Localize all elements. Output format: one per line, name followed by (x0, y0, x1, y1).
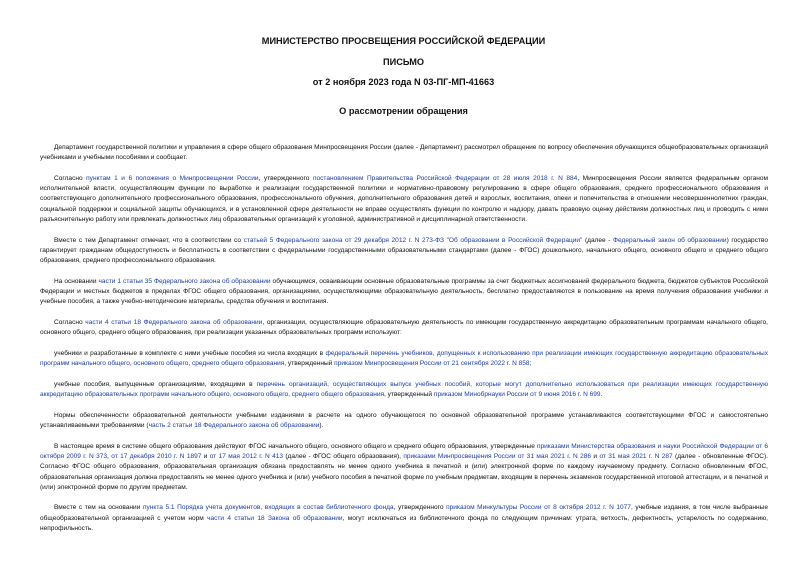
paragraph-text: (далее - (582, 236, 614, 244)
paragraph (40, 236, 768, 267)
paragraph (40, 143, 768, 164)
document-type: ПИСЬМО (382, 57, 425, 67)
paragraph-text: ) государство гарантирует гражданам общедоступность и бесплатность в соответствии с федеральными государственными образовательными стандартами (далее - ФГОС) дошкольного, начального общего, основного общего и среднего общего образования, среднего профессионального образования. (40, 236, 768, 265)
paragraph (40, 349, 768, 370)
paragraph-text: , утвержденный (284, 360, 335, 368)
paragraph-text: , учебные издания, в том числе выбранные общеобразовательной организацией с учетом норм (40, 504, 768, 522)
paragraph-text: . (600, 391, 603, 399)
paragraph (40, 318, 768, 339)
paragraph-text: , утвержденного (258, 174, 313, 182)
paragraph-text: (далее - обновленные ФГОС). Согласно ФГОС общего образования, образовательная организация обязана предоставлять не менее одного учебника в печатной и (или) электронной форме по каждому изучаемому предмету. Согласно обновленным ФГОС, образовательная организация должна предоставлять не менее одного учебника и (или) учебного пособия в печатной форме по учебным предметам, входящим в перечень экзаменов государственной итоговой аттестации, и в печатной и (или) электронной форме по другим предметам. (40, 452, 769, 491)
paragraph-text: Департамент государственной политики и управления в сфере общего образования Минпросвещения России (далее - Департамент) рассмотрел обращение по вопросу обеспечения обучающихся общеобразовательных организаций учебниками и учебными пособиями и сообщает. (40, 144, 768, 162)
paragraph-text: (далее - ФГОС общего образования), (283, 452, 404, 460)
paragraph-text: , организации, осуществляющие образовательную деятельность по имеющим государственную аккредитацию образовательным программам начального общего, основного общего, среднего общего образования, при реализации указанных образовательных программ используют: (40, 319, 768, 337)
paragraph-text: ; (529, 360, 532, 368)
paragraph-text: В настоящее время в системе общего образования действуют ФГОС начального общего, основного общего и среднего общего образования, утвержденные (54, 442, 537, 450)
paragraph-text: учебники и разработанные в комплекте с ними учебные пособия из числа входящих в (54, 349, 326, 357)
paragraph-text: Вместе с тем на основании (54, 504, 143, 512)
paragraph-text: , Минпросвещения России является федеральным органом исполнительной власти, осуществляющим функции по выработке и реализации государственной политики и нормативно-правовому регулированию в сфере общего образования, среднего профессионального образования и соответствующего дополнительного профессионального образования, профессионального обучения, дополнительного образования детей и взрослых, воспитания, опеки и попечительства в отношении несовершеннолетних граждан, социальной поддержки и социальной защиты обучающихся, и в установленной сфере деятельности не вправе осуществлять функции по контролю и надзору, давать правовую оценку действиям должностных лиц и проводить с ними разъяснительную работу или привлекать должностных лиц образовательных организаций к уголовной, административной и дисциплинарной ответственности. (40, 174, 768, 224)
paragraph-text: учебные пособия, выпущенные организациями, входящими в (54, 380, 257, 388)
paragraph (40, 380, 768, 401)
legal-reference-link[interactable]: приказом Минобрнауки России от 9 июня 2016 г. N 699 (433, 391, 601, 399)
paragraph-text: Согласно (54, 319, 86, 327)
paragraph-text: Вместе с тем Департамент отмечает, что в соответствии со (54, 236, 244, 244)
document-date-number: от 2 ноября 2023 года N 03-ПГ-МП-41663 (312, 77, 495, 87)
legal-reference-link[interactable]: части 4 статьи 18 Федерального закона об образовании (85, 319, 263, 327)
paragraph (40, 277, 768, 308)
legal-reference-link[interactable]: части 1 статьи 35 Федерального закона об образовании (98, 277, 271, 285)
legal-reference-link[interactable]: пункта 5.1 Порядка учета документов, входящих в состав библиотечного фонда (142, 504, 394, 512)
legal-reference-link[interactable]: приказом Минкультуры России от 8 октября 2012 г. N 1077 (446, 504, 631, 512)
paragraph-text: На основании (54, 277, 99, 285)
paragraph (40, 442, 768, 493)
legal-reference-link[interactable]: приказами Министерства образования и науки Российской Федерации от 6 октября 2009 г. N 373 (40, 442, 768, 460)
paragraph-text: , (107, 452, 112, 460)
paragraph-text: ). (319, 422, 324, 430)
ministry-title: МИНИСТЕРСТВО ПРОСВЕЩЕНИЯ РОССИЙСКОЙ ФЕДЕРАЦИИ (261, 36, 546, 46)
paragraph-text: , утвержденный (384, 391, 434, 399)
legal-reference-link[interactable]: постановлением Правительства Российской Федерации от 28 июля 2018 г. N 884 (312, 174, 578, 182)
paragraph-text: , утвержденного (393, 504, 447, 512)
legal-reference-link[interactable]: часть 2 статьи 18 Федерального закона об образовании (148, 422, 320, 430)
paragraph (40, 174, 768, 225)
legal-reference-link[interactable]: перечень организаций, осуществляющих выпуск учебных пособий, которые могут дополнительно использоваться при реализации имеющих государственную аккредитацию образовательных программ начального общего, основного общего, среднего общего образования (40, 380, 768, 399)
paragraph-text: Согласно (54, 174, 87, 182)
legal-reference-link[interactable]: Федеральный закон об образовании (613, 236, 727, 244)
paragraph-text: , могут исключаться из библиотечного фонда по следующим причинам: утрата, ветхость, дефектность, устарелость по содержанию, непрофильность. (40, 514, 769, 532)
legal-reference-link[interactable]: статьей 5 Федерального закона от 29 декабря 2012 г. N 273-ФЗ "Об образовании в Российской Федерации" (243, 236, 583, 244)
legal-reference-link[interactable]: от 17 мая 2012 г. N 413 (209, 452, 283, 460)
legal-reference-link[interactable]: пунктам 1 и 6 положения о Минпросвещении России (86, 174, 259, 182)
document-subject: О рассмотрении обращения (339, 106, 468, 116)
legal-reference-link[interactable]: от 17 декабря 2010 г. N 1897 (111, 452, 202, 460)
legal-reference-link[interactable]: части 4 статьи 18 Закона об образовании (207, 514, 343, 522)
document-body (40, 143, 768, 545)
paragraph-text: обучающимся, осваивающим основные образовательные программы за счет бюджетных ассигнований федерального бюджета, бюджетов субъектов Российской Федерации и местных бюджетов в пределах ФГОС общего образования, организациями, осуществляющими образовательную деятельность, бесплатно предоставляются в пользование на время получения образования учебники и учебные пособия, а также учебно-методические материалы, средства обучения и воспитания. (40, 277, 768, 306)
paragraph-text: и (591, 452, 600, 460)
legal-reference-link[interactable]: федеральный перечень учебников, допущенных к использованию при реализации имеющих государственную аккредитацию образовательных программ начального общего, основного общего, среднего общего образования (40, 349, 769, 368)
paragraph (40, 411, 768, 432)
paragraph-text: и (201, 452, 210, 460)
paragraph-text: Нормы обеспеченности образовательной деятельности учебными изданиями в расчете на одного обучающегося по основной образовательной программе устанавливаются соответствующими ФГОС и самостоятельно устанавливаемыми требованиями ( (40, 411, 768, 430)
legal-reference-link[interactable]: приказом Минпросвещения России от 21 сентября 2022 г. N 858 (334, 360, 530, 368)
legal-reference-link[interactable]: от 31 мая 2021 г. N 287 (599, 452, 673, 460)
legal-reference-link[interactable]: приказами Минпросвещения России от 31 мая 2021 г. N 286 (403, 452, 592, 460)
paragraph (40, 503, 768, 534)
